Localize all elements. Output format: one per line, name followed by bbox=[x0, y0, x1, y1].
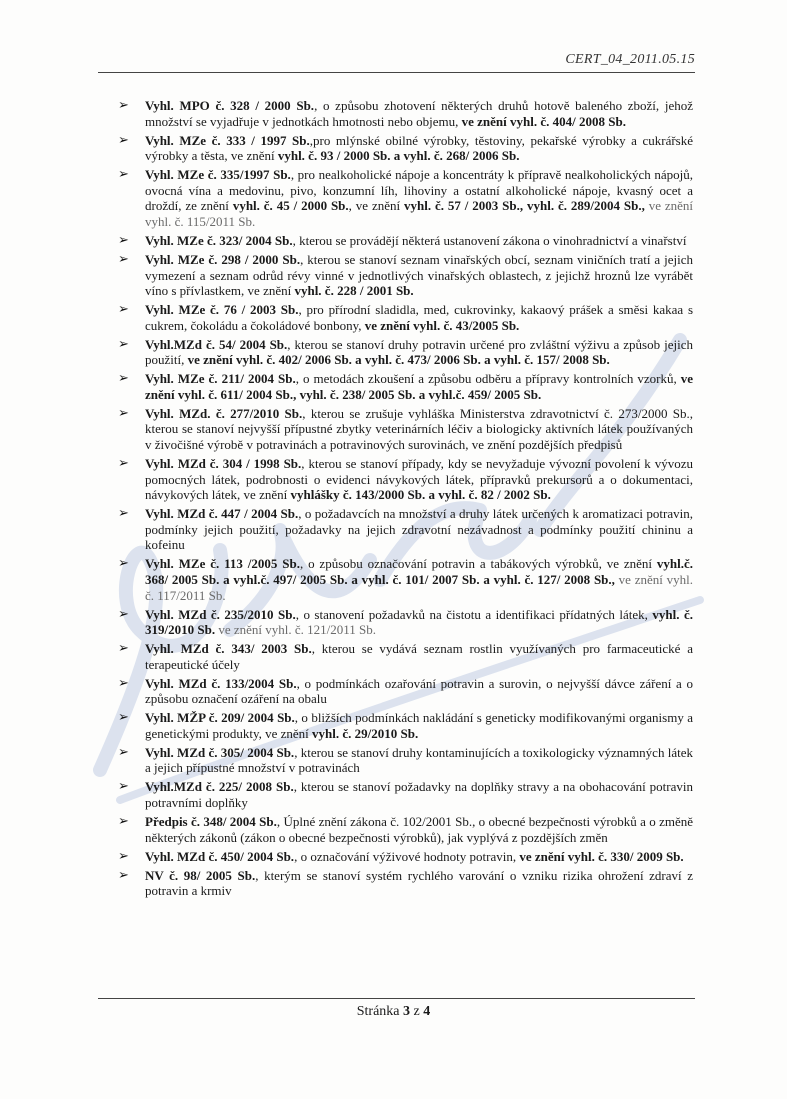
regulation-reference: Předpis č. 348/ 2004 Sb. bbox=[145, 813, 277, 829]
regulation-reference: Vyhl. MZe č. 333 / 1997 Sb. bbox=[145, 132, 310, 148]
regulation-reference: Vyhl.MZd č. 54/ 2004 Sb. bbox=[145, 336, 288, 352]
regulation-item bbox=[118, 133, 693, 164]
regulation-item bbox=[118, 302, 693, 333]
arrow-bullet-icon: ➢ bbox=[118, 371, 129, 387]
regulation-item bbox=[118, 456, 693, 503]
arrow-bullet-icon: ➢ bbox=[118, 779, 129, 795]
arrow-bullet-icon: ➢ bbox=[118, 848, 129, 864]
footer-page-number: 3 bbox=[403, 1004, 411, 1019]
regulation-reference: ve znění vyhl. č. 330/ 2009 Sb. bbox=[519, 848, 684, 864]
arrow-bullet-icon: ➢ bbox=[118, 641, 129, 657]
regulation-reference: Vyhl. MZe č. 323/ 2004 Sb. bbox=[145, 232, 293, 248]
regulation-reference: vyhl. č. 57 / 2003 Sb., vyhl. č. 289/2004 Sb., bbox=[404, 198, 645, 214]
regulation-reference: Vyhl. MZd č. 305/ 2004 Sb. bbox=[145, 744, 295, 760]
arrow-bullet-icon: ➢ bbox=[118, 232, 129, 248]
footer-page-prefix: Stránka bbox=[356, 1004, 404, 1019]
regulation-reference: vyhl. č. 319/2010 Sb. bbox=[145, 606, 693, 638]
regulation-item bbox=[118, 98, 693, 129]
regulation-text: , kterou se vydává seznam rostlin využívaných pro farmaceutické a terapeutické účely bbox=[145, 641, 693, 672]
regulation-text: , kterou se provádějí některá ustanovení zákona o vinohradnictví a vinařství bbox=[292, 232, 687, 248]
regulation-reference: Vyhl. MZd. č. 277/2010 Sb. bbox=[145, 405, 303, 421]
amendment-note: ve znění vyhl. č. 115/2011 Sb. bbox=[145, 198, 694, 229]
regulation-reference: NV č. 98/ 2005 Sb. bbox=[145, 867, 256, 883]
document-code: CERT_04_2011.05.15 bbox=[565, 52, 695, 67]
regulation-item bbox=[118, 710, 693, 741]
regulation-item bbox=[118, 556, 693, 603]
arrow-bullet-icon: ➢ bbox=[118, 506, 129, 522]
arrow-bullet-icon: ➢ bbox=[118, 132, 129, 148]
regulation-text: , o stanovení požadavků na čistotu a identifikaci přídatných látek, bbox=[295, 606, 653, 622]
arrow-bullet-icon: ➢ bbox=[118, 867, 129, 883]
regulation-list bbox=[118, 98, 693, 902]
regulation-text: , o označování výživové hodnoty potravin, bbox=[294, 848, 520, 864]
regulation-item bbox=[118, 868, 693, 899]
regulation-item bbox=[118, 676, 693, 707]
regulation-text: , pro nealkoholické nápoje a koncentráty k přípravě nealkoholických nápojů, ovocná vína a medovinu, pivo, konzumní líh, lihoviny a ostatní alkoholické nápoje, kvasný ocet a droždí, ze znění bbox=[145, 167, 693, 214]
regulation-reference: vyhl. č. 45 / 2000 Sb. bbox=[232, 198, 349, 214]
regulation-reference: vyhl.č. 368/ 2005 Sb. a vyhl.č. 497/ 2005 Sb. a vyhl. č. 101/ 2007 Sb. a vyhl. č. 127/ 2008 Sb., bbox=[145, 556, 694, 587]
regulation-text: ,pro mlýnské obilné výrobky, těstoviny, pekařské výrobky a cukrářské výrobky a těsta, ve znění bbox=[145, 132, 693, 164]
arrow-bullet-icon: ➢ bbox=[118, 455, 129, 471]
arrow-bullet-icon: ➢ bbox=[118, 98, 129, 113]
arrow-bullet-icon: ➢ bbox=[118, 167, 129, 183]
regulation-reference: Vyhl. MZe č. 211/ 2004 Sb. bbox=[145, 371, 296, 387]
regulation-reference: ve znění vyhl. č. 611/ 2004 Sb., vyhl. č. 238/ 2005 Sb. a vyhl.č. 459/ 2005 Sb. bbox=[145, 371, 693, 402]
regulation-reference: vyhl. č. 29/2010 Sb. bbox=[312, 725, 419, 741]
regulation-reference: Vyhl. MZd č. 304 / 1998 Sb. bbox=[145, 455, 302, 471]
header-divider bbox=[98, 72, 695, 73]
regulation-item bbox=[118, 371, 693, 402]
regulation-text: , kterou se stanoví druhy kontaminujících a toxikologicky významných látek a jejich přípustné množství v potravinách bbox=[145, 744, 693, 776]
regulation-item bbox=[118, 849, 693, 865]
regulation-text: , o bližších podmínkách nakládání s geneticky modifikovanými organismy a genetickými produkty, ve znění bbox=[145, 710, 693, 741]
arrow-bullet-icon: ➢ bbox=[118, 556, 129, 572]
regulation-reference: vyhlášky č. 143/2000 Sb. a vyhl. č. 82 / 2002 Sb. bbox=[290, 487, 551, 503]
regulation-text: , Úplné znění zákona č. 102/2001 Sb., o obecné bezpečnosti výrobků a o změně některých zákonů (zákon o obecné bezpečnosti výrobků), jak vyplývá z pozdějších změn bbox=[145, 813, 693, 845]
arrow-bullet-icon: ➢ bbox=[118, 710, 129, 726]
regulation-text: , o metodách zkoušení a způsobu odběru a přípravy kontrolních vzorků, bbox=[295, 371, 681, 387]
regulation-item bbox=[118, 641, 693, 672]
regulation-text: , kterou se zrušuje vyhláška Ministerstva zdravotnictví č. 273/2000 Sb., kterou se stanoví nejvyšší přípustné zbytky veterinárních léčiv a biologicky aktivních látek používaných v živočišné výrobě v potravinách a potravinových surovinách, ve znění pozdějších předpisů bbox=[145, 405, 693, 452]
regulation-reference: vyhl. č. 228 / 2001 Sb. bbox=[294, 283, 414, 299]
regulation-reference: Vyhl. MPO č. 328 / 2000 Sb. bbox=[145, 98, 315, 113]
regulation-item bbox=[118, 779, 693, 810]
regulation-text: , kterou se stanoví požadavky na doplňky stravy a na obohacování potravin potravními doplňky bbox=[145, 779, 693, 810]
regulation-text: , kterou se stanoví druhy potravin určené pro zvláštní výživu a způsob jejich použití, bbox=[145, 336, 693, 368]
arrow-bullet-icon: ➢ bbox=[118, 675, 129, 691]
regulation-item bbox=[118, 252, 693, 299]
arrow-bullet-icon: ➢ bbox=[118, 336, 129, 352]
regulation-item bbox=[118, 814, 693, 845]
arrow-bullet-icon: ➢ bbox=[118, 251, 129, 267]
footer-page-total: 4 bbox=[423, 1004, 431, 1019]
regulation-reference: ve znění vyhl. č. 402/ 2006 Sb. a vyhl. č. 473/ 2006 Sb. a vyhl. č. 157/ 2008 Sb. bbox=[187, 352, 610, 368]
regulation-item bbox=[118, 167, 693, 229]
regulation-reference: Vyhl. MZd č. 133/2004 Sb. bbox=[145, 675, 297, 691]
regulation-reference: Vyhl. MZe č. 335/1997 Sb. bbox=[145, 167, 291, 183]
regulation-text: , o podmínkách ozařování potravin a surovin, o nejvyšší dávce záření a o způsobu označení ozáření na obalu bbox=[145, 675, 693, 707]
regulation-reference: Vyhl. MŽP č. 209/ 2004 Sb. bbox=[145, 710, 295, 726]
regulation-text: , ve znění bbox=[348, 198, 404, 214]
regulation-reference: Vyhl. MZe č. 113 /2005 Sb. bbox=[145, 556, 300, 572]
regulation-text: , o požadavcích na množství a druhy látek určených k aromatizaci potravin, podmínky jejich použití, požadavky na jejich zdravotní nezávadnost a podmínky použití chininu a kofeinu bbox=[145, 506, 693, 553]
arrow-bullet-icon: ➢ bbox=[118, 744, 129, 760]
arrow-bullet-icon: ➢ bbox=[118, 606, 129, 622]
footer-divider bbox=[98, 998, 695, 999]
regulation-text: , pro přírodní sladidla, med, cukrovinky, kakaový prášek a směsi kakaa s cukrem, čokoládu a čokoládové bonbony, bbox=[145, 302, 693, 333]
page-footer bbox=[0, 1004, 787, 1020]
regulation-reference: Vyhl. MZd č. 447 / 2004 Sb. bbox=[145, 506, 299, 522]
amendment-note: ve znění vyhl. č. 121/2011 Sb. bbox=[215, 622, 376, 638]
regulation-reference: Vyhl. MZd č. 235/2010 Sb. bbox=[145, 606, 296, 622]
regulation-reference: Vyhl.MZd č. 225/ 2008 Sb. bbox=[145, 779, 294, 795]
regulation-reference: Vyhl. MZe č. 76 / 2003 Sb. bbox=[145, 302, 299, 318]
regulation-text: , kterým se stanoví systém rychlého varování o vzniku rizika ohrožení zdraví z potravin a krmiv bbox=[145, 867, 693, 899]
regulation-reference: ve znění vyhl. č. 404/ 2008 Sb. bbox=[461, 113, 626, 129]
regulation-text: , o způsobu zhotovení některých druhů hotově baleného zboží, jehož množství se vyjadřuje v jednotkách hmotnosti nebo objemu, bbox=[145, 98, 694, 129]
regulation-reference: Vyhl. MZd č. 450/ 2004 Sb. bbox=[145, 848, 295, 864]
regulation-item bbox=[118, 337, 693, 368]
amendment-note: ve znění vyhl. č. 117/2011 Sb. bbox=[145, 571, 693, 603]
regulation-item bbox=[118, 506, 693, 553]
regulation-item bbox=[118, 406, 693, 453]
regulation-reference: ve znění vyhl. č. 43/2005 Sb. bbox=[364, 317, 520, 333]
regulation-reference: vyhl. č. 93 / 2000 Sb. a vyhl. č. 268/ 2006 Sb. bbox=[277, 148, 520, 164]
regulation-item bbox=[118, 607, 693, 638]
regulation-text: , kterou se stanoví případy, kdy se nevyžaduje vývozní povolení k vývozu pomocných látek, podrobnosti o evidenci návykových látek, přípravků prekursorů a o dokumentaci, návykových látek, ve znění bbox=[145, 455, 693, 503]
regulation-text: , kterou se stanoví seznam vinařských obcí, seznam viničních tratí a jejich vymezení a seznam odrůd révy vinné v jednotlivých vinařských oblastech, z jejichž hroznů lze vyrábět víno s přívlastkem, ve znění bbox=[145, 251, 694, 299]
regulation-reference: Vyhl. MZe č. 298 / 2000 Sb. bbox=[145, 251, 301, 267]
arrow-bullet-icon: ➢ bbox=[118, 813, 129, 829]
arrow-bullet-icon: ➢ bbox=[118, 302, 129, 318]
regulation-reference: Vyhl. MZd č. 343/ 2003 Sb. bbox=[145, 641, 312, 657]
footer-page-separator: z bbox=[410, 1004, 424, 1019]
regulation-text: , o způsobu označování potravin a tabákových výrobků, ve znění bbox=[299, 556, 657, 572]
regulation-item bbox=[118, 745, 693, 776]
arrow-bullet-icon: ➢ bbox=[118, 405, 129, 421]
regulation-item bbox=[118, 233, 693, 249]
